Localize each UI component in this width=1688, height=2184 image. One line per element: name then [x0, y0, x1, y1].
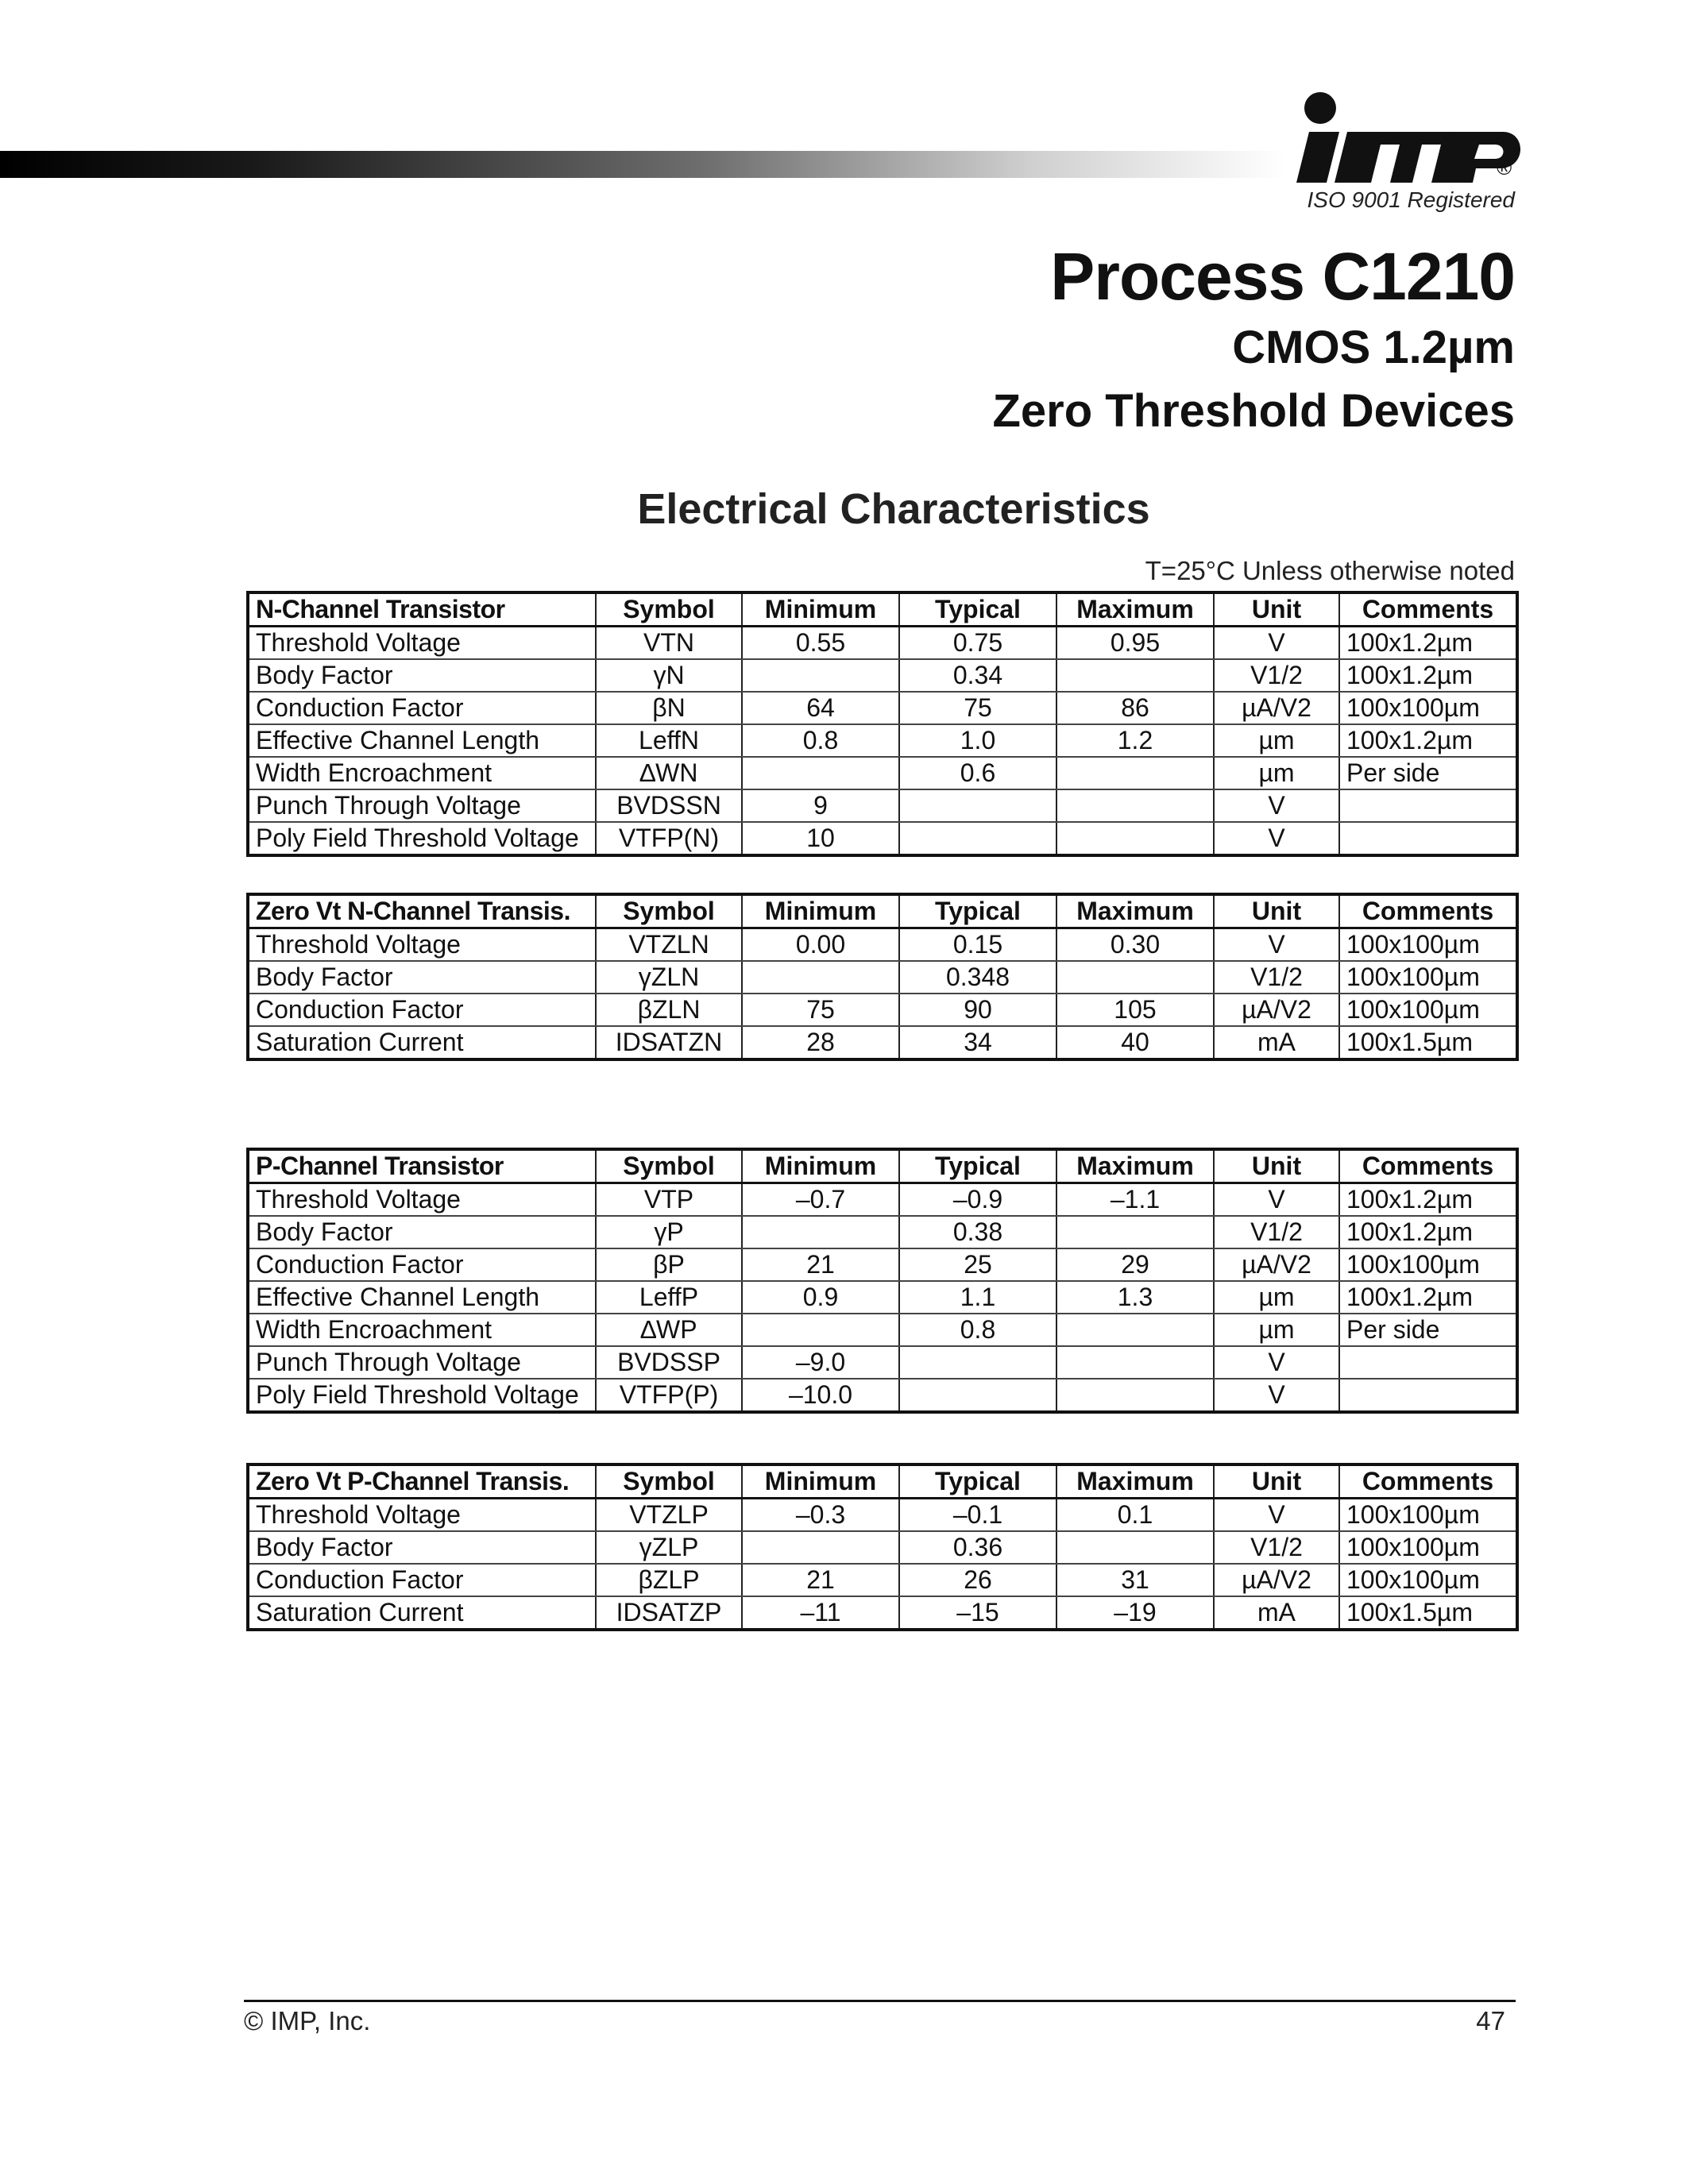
cell-parameter: Poly Field Threshold Voltage [248, 822, 596, 855]
cell-unit: V [1214, 627, 1339, 660]
cell-symbol: BVDSSN [596, 789, 742, 822]
cell-symbol: VTFP(N) [596, 822, 742, 855]
cell-parameter: Saturation Current [248, 1596, 596, 1630]
cell-symbol: βZLN [596, 994, 742, 1026]
cell-comments: 100x1.5µm [1339, 1026, 1517, 1059]
cell-maximum [1056, 822, 1214, 855]
cell-parameter: Effective Channel Length [248, 1281, 596, 1314]
cell-parameter: Conduction Factor [248, 994, 596, 1026]
cell-maximum [1056, 1531, 1214, 1564]
cell-unit: V1/2 [1214, 1216, 1339, 1248]
table-row [248, 961, 1517, 994]
cell-parameter: Threshold Voltage [248, 928, 596, 962]
cell-symbol: γZLP [596, 1531, 742, 1564]
cell-comments: 100x100µm [1339, 961, 1517, 994]
cell-typical: 0.348 [899, 961, 1056, 994]
table-row [248, 1026, 1517, 1059]
column-header-unit: Unit [1214, 894, 1339, 928]
cell-maximum: –19 [1056, 1596, 1214, 1630]
column-header-typical: Typical [899, 894, 1056, 928]
cell-comments: 100x1.2µm [1339, 1281, 1517, 1314]
cell-unit: V [1214, 822, 1339, 855]
cell-unit: V [1214, 1346, 1339, 1379]
cell-comments: 100x1.2µm [1339, 724, 1517, 757]
cell-minimum: 28 [742, 1026, 899, 1059]
cell-minimum [742, 1531, 899, 1564]
cell-symbol: βN [596, 692, 742, 724]
table-row [248, 1379, 1517, 1412]
table-row [248, 1248, 1517, 1281]
column-header-maximum: Maximum [1056, 1464, 1214, 1499]
cell-maximum: 1.3 [1056, 1281, 1214, 1314]
cell-minimum [742, 1314, 899, 1346]
cell-minimum: 0.8 [742, 724, 899, 757]
cell-comments: 100x1.2µm [1339, 627, 1517, 660]
table-row [248, 757, 1517, 789]
header-gradient-bar [0, 151, 1287, 178]
cell-minimum: 21 [742, 1564, 899, 1596]
table-row [248, 1183, 1517, 1217]
cell-comments: 100x1.2µm [1339, 1183, 1517, 1217]
cell-typical: 26 [899, 1564, 1056, 1596]
cell-symbol: LeffP [596, 1281, 742, 1314]
cell-unit: µm [1214, 1314, 1339, 1346]
page-subtitle: CMOS 1.2µm [1232, 322, 1515, 373]
column-header-typical: Typical [899, 1149, 1056, 1183]
cell-minimum: 0.55 [742, 627, 899, 660]
cell-comments: 100x100µm [1339, 994, 1517, 1026]
cell-unit: µA/V2 [1214, 1564, 1339, 1596]
cell-typical: 34 [899, 1026, 1056, 1059]
cell-comments [1339, 789, 1517, 822]
table-header-row [248, 894, 1517, 928]
cell-symbol: γZLN [596, 961, 742, 994]
table-row [248, 1596, 1517, 1630]
cell-comments: 100x1.2µm [1339, 1216, 1517, 1248]
cell-parameter: Conduction Factor [248, 1564, 596, 1596]
cell-typical: –0.9 [899, 1183, 1056, 1217]
table-header-row [248, 1464, 1517, 1499]
cell-minimum: 10 [742, 822, 899, 855]
section-heading: Electrical Characteristics [637, 485, 1150, 533]
table-row [248, 692, 1517, 724]
cell-unit: V [1214, 1499, 1339, 1532]
cell-typical: 0.75 [899, 627, 1056, 660]
cell-symbol: LeffN [596, 724, 742, 757]
column-header-parameter: P-Channel Transistor [248, 1149, 596, 1183]
cell-unit: µA/V2 [1214, 994, 1339, 1026]
cell-minimum: 0.9 [742, 1281, 899, 1314]
cell-maximum [1056, 1216, 1214, 1248]
column-header-maximum: Maximum [1056, 592, 1214, 627]
p-channel-table [246, 1148, 1519, 1414]
cell-unit: µm [1214, 1281, 1339, 1314]
cell-parameter: Punch Through Voltage [248, 789, 596, 822]
column-header-comments: Comments [1339, 894, 1517, 928]
column-header-parameter: Zero Vt P-Channel Transis. [248, 1464, 596, 1499]
zero-vt-p-channel-table [246, 1463, 1519, 1631]
column-header-typical: Typical [899, 1464, 1056, 1499]
cell-parameter: Body Factor [248, 961, 596, 994]
table-row [248, 1564, 1517, 1596]
cell-maximum [1056, 1314, 1214, 1346]
cell-maximum: 31 [1056, 1564, 1214, 1596]
cell-maximum [1056, 789, 1214, 822]
cell-maximum [1056, 961, 1214, 994]
cell-minimum [742, 961, 899, 994]
cell-parameter: Saturation Current [248, 1026, 596, 1059]
table-row [248, 1531, 1517, 1564]
cell-minimum: 9 [742, 789, 899, 822]
cell-typical: 0.36 [899, 1531, 1056, 1564]
cell-comments [1339, 822, 1517, 855]
cell-unit: V1/2 [1214, 1531, 1339, 1564]
cell-parameter: Body Factor [248, 1216, 596, 1248]
cell-minimum: –11 [742, 1596, 899, 1630]
cell-minimum: 64 [742, 692, 899, 724]
cell-comments: 100x1.2µm [1339, 659, 1517, 692]
cell-symbol: VTZLP [596, 1499, 742, 1532]
table-row [248, 627, 1517, 660]
cell-minimum: 75 [742, 994, 899, 1026]
cell-maximum: 1.2 [1056, 724, 1214, 757]
column-header-parameter: Zero Vt N-Channel Transis. [248, 894, 596, 928]
cell-comments: 100x100µm [1339, 928, 1517, 962]
iso-registration: ISO 9001 Registered [1307, 187, 1515, 212]
column-header-minimum: Minimum [742, 592, 899, 627]
cell-comments: Per side [1339, 757, 1517, 789]
column-header-parameter: N-Channel Transistor [248, 592, 596, 627]
footer-divider [244, 2000, 1516, 2002]
cell-minimum [742, 659, 899, 692]
column-header-comments: Comments [1339, 592, 1517, 627]
table-header-row [248, 592, 1517, 627]
cell-typical: 0.34 [899, 659, 1056, 692]
column-header-maximum: Maximum [1056, 894, 1214, 928]
cell-maximum: 0.95 [1056, 627, 1214, 660]
cell-comments [1339, 1379, 1517, 1412]
cell-symbol: VTN [596, 627, 742, 660]
table-row [248, 789, 1517, 822]
cell-minimum: 21 [742, 1248, 899, 1281]
cell-symbol: VTFP(P) [596, 1379, 742, 1412]
cell-parameter: Threshold Voltage [248, 627, 596, 660]
table-row [248, 1281, 1517, 1314]
n-channel-table [246, 591, 1519, 857]
column-header-minimum: Minimum [742, 1464, 899, 1499]
zero-vt-n-channel-table [246, 893, 1519, 1061]
cell-maximum: 86 [1056, 692, 1214, 724]
cell-comments: 100x100µm [1339, 1499, 1517, 1532]
cell-symbol: VTZLN [596, 928, 742, 962]
cell-parameter: Poly Field Threshold Voltage [248, 1379, 596, 1412]
cell-symbol: ∆WP [596, 1314, 742, 1346]
cell-parameter: Threshold Voltage [248, 1183, 596, 1217]
page-title: Process C1210 [1050, 239, 1515, 314]
cell-typical [899, 1379, 1056, 1412]
cell-typical: 0.38 [899, 1216, 1056, 1248]
table-row [248, 1346, 1517, 1379]
cell-symbol: IDSATZN [596, 1026, 742, 1059]
column-header-typical: Typical [899, 592, 1056, 627]
cell-minimum: 0.00 [742, 928, 899, 962]
table-row [248, 659, 1517, 692]
column-header-comments: Comments [1339, 1149, 1517, 1183]
table-row [248, 994, 1517, 1026]
cell-symbol: VTP [596, 1183, 742, 1217]
registered-mark: ® [1497, 156, 1512, 179]
page-number: 47 [1476, 2006, 1505, 2035]
cell-comments [1339, 1346, 1517, 1379]
cell-comments: 100x100µm [1339, 1248, 1517, 1281]
cell-typical: –15 [899, 1596, 1056, 1630]
cell-minimum: –0.3 [742, 1499, 899, 1532]
cell-typical: 25 [899, 1248, 1056, 1281]
cell-maximum: 105 [1056, 994, 1214, 1026]
cell-typical [899, 822, 1056, 855]
cell-parameter: Effective Channel Length [248, 724, 596, 757]
column-header-maximum: Maximum [1056, 1149, 1214, 1183]
cell-maximum: 0.30 [1056, 928, 1214, 962]
cell-unit: µm [1214, 724, 1339, 757]
cell-minimum [742, 1216, 899, 1248]
cell-parameter: Width Encroachment [248, 757, 596, 789]
table-row [248, 724, 1517, 757]
cell-minimum: –10.0 [742, 1379, 899, 1412]
cell-unit: V [1214, 928, 1339, 962]
column-header-minimum: Minimum [742, 1149, 899, 1183]
cell-symbol: ∆WN [596, 757, 742, 789]
cell-typical: 0.6 [899, 757, 1056, 789]
cell-minimum: –0.7 [742, 1183, 899, 1217]
cell-minimum [742, 757, 899, 789]
table-row [248, 1314, 1517, 1346]
cell-symbol: γP [596, 1216, 742, 1248]
cell-maximum [1056, 1379, 1214, 1412]
cell-symbol: IDSATZP [596, 1596, 742, 1630]
cell-symbol: BVDSSP [596, 1346, 742, 1379]
cell-typical: 0.8 [899, 1314, 1056, 1346]
cell-maximum [1056, 659, 1214, 692]
cell-parameter: Body Factor [248, 659, 596, 692]
column-header-unit: Unit [1214, 592, 1339, 627]
column-header-unit: Unit [1214, 1149, 1339, 1183]
cell-minimum: –9.0 [742, 1346, 899, 1379]
cell-comments: 100x1.5µm [1339, 1596, 1517, 1630]
cell-unit: µm [1214, 757, 1339, 789]
table-row [248, 928, 1517, 962]
cell-unit: V1/2 [1214, 659, 1339, 692]
cell-parameter: Width Encroachment [248, 1314, 596, 1346]
cell-unit: V1/2 [1214, 961, 1339, 994]
condition-note: T=25°C Unless otherwise noted [1145, 556, 1515, 585]
footer-copyright: © IMP, Inc. [244, 2006, 371, 2035]
column-header-minimum: Minimum [742, 894, 899, 928]
cell-comments: 100x100µm [1339, 1531, 1517, 1564]
cell-comments: 100x100µm [1339, 692, 1517, 724]
cell-symbol: γN [596, 659, 742, 692]
cell-parameter: Conduction Factor [248, 692, 596, 724]
imp-logo [1295, 86, 1525, 189]
cell-parameter: Punch Through Voltage [248, 1346, 596, 1379]
cell-typical: 0.15 [899, 928, 1056, 962]
cell-maximum [1056, 757, 1214, 789]
cell-maximum: 0.1 [1056, 1499, 1214, 1532]
cell-symbol: βP [596, 1248, 742, 1281]
column-header-symbol: Symbol [596, 592, 742, 627]
cell-unit: mA [1214, 1026, 1339, 1059]
cell-maximum [1056, 1346, 1214, 1379]
cell-typical: 1.1 [899, 1281, 1056, 1314]
cell-typical [899, 1346, 1056, 1379]
column-header-unit: Unit [1214, 1464, 1339, 1499]
cell-symbol: βZLP [596, 1564, 742, 1596]
cell-typical: 1.0 [899, 724, 1056, 757]
table-row [248, 1216, 1517, 1248]
cell-unit: V [1214, 1183, 1339, 1217]
cell-typical [899, 789, 1056, 822]
cell-maximum: 29 [1056, 1248, 1214, 1281]
table-row [248, 822, 1517, 855]
cell-unit: µA/V2 [1214, 692, 1339, 724]
cell-comments: Per side [1339, 1314, 1517, 1346]
column-header-symbol: Symbol [596, 1464, 742, 1499]
page-subtitle-2: Zero Threshold Devices [992, 385, 1515, 437]
cell-comments: 100x100µm [1339, 1564, 1517, 1596]
column-header-symbol: Symbol [596, 894, 742, 928]
cell-unit: V [1214, 789, 1339, 822]
cell-unit: V [1214, 1379, 1339, 1412]
column-header-comments: Comments [1339, 1464, 1517, 1499]
cell-parameter: Body Factor [248, 1531, 596, 1564]
cell-maximum: 40 [1056, 1026, 1214, 1059]
table-header-row [248, 1149, 1517, 1183]
cell-parameter: Conduction Factor [248, 1248, 596, 1281]
cell-typical: –0.1 [899, 1499, 1056, 1532]
cell-unit: µA/V2 [1214, 1248, 1339, 1281]
cell-typical: 75 [899, 692, 1056, 724]
table-row [248, 1499, 1517, 1532]
cell-typical: 90 [899, 994, 1056, 1026]
cell-parameter: Threshold Voltage [248, 1499, 596, 1532]
cell-maximum: –1.1 [1056, 1183, 1214, 1217]
column-header-symbol: Symbol [596, 1149, 742, 1183]
cell-unit: mA [1214, 1596, 1339, 1630]
